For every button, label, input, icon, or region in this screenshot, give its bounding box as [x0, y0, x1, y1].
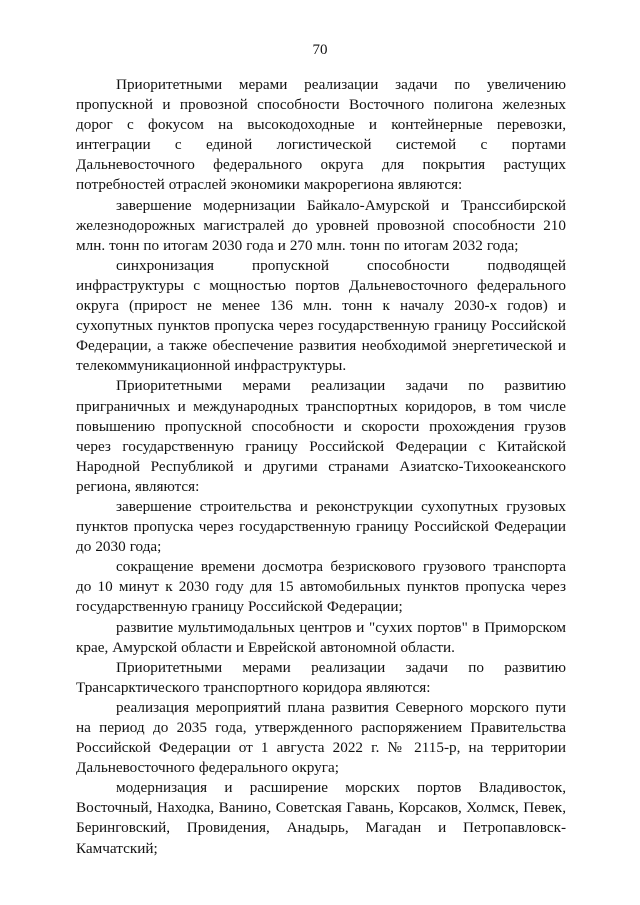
paragraph-inspection-time-reduction: сокращение времени досмотра безрискового грузового транспорта до 10 минут к 2030 году для 15 автомобильных пунктов пропуска через государственную границу Российской Федерации; [76, 558, 566, 616]
paragraph-priority-measures-border-corridors: Приоритетными мерами реализации задачи по развитию приграничных и международных транспортных коридоров, в том числе повышению пропускной способности и скорости прохождения грузов через государственную границу Российской Федерации с Китайской Народной Республикой и другими странами Азиатско-Тихоокеанского региона, являются: [76, 377, 566, 495]
paragraph-bam-transsib-modernization: завершение модернизации Байкало-Амурской и Транссибирской железнодорожных магистралей до уровней провозной способности 210 млн. тонн по итогам 2030 года и 270 млн. тонн по итогам 2032 года; [76, 196, 566, 254]
page-number: 70 [312, 42, 328, 58]
paragraph-northern-sea-route-plan: реализация мероприятий плана развития Северного морского пути на период до 2035 года, утвержденного распоряжением Правительства Российской Федерации от 1 августа 2022 г. № 2115-р, на территории Дальневосточного федерального округа; [76, 698, 566, 777]
paragraph-infrastructure-synchronization: синхронизация пропускной способности подводящей инфраструктуры с мощностью портов Дальневосточного федерального округа (прирост не менее 136 млн. тонн к началу 2030-х годов) и сухопутных пунктов пропуска через государственную границу Российской Федерации, а также обеспечение развития необходимой энергетической и телекоммуникационной инфраструктуры. [76, 256, 566, 375]
paragraph-priority-measures-eastern-polygon: Приоритетными мерами реализации задачи по увеличению пропускной и провозной способности Восточного полигона железных дорог с фокусом на высокодоходные и контейнерные перевозки, интеграции с единой логистической системой с портами Дальневосточного федерального округа для покрытия растущих потребностей отраслей экономики макрорегиона являются: [76, 76, 566, 194]
paragraph-border-checkpoints-construction: завершение строительства и реконструкции сухопутных грузовых пунктов пропуска через государственную границу Российской Федерации до 2030 года; [76, 497, 566, 556]
document-body [76, 75, 566, 859]
paragraph-sea-ports-modernization: модернизация и расширение морских портов Владивосток, Восточный, Находка, Ванино, Советская Гавань, Корсаков, Холмск, Певек, Беринговский, Провидения, Анадырь, Магадан и Петропавловск-Камчатский; [76, 779, 566, 857]
paragraph-multimodal-centers: развитие мультимодальных центров и "сухих портов" в Приморском крае, Амурской области и Еврейской автономной области. [76, 618, 566, 656]
paragraph-priority-measures-transarctic: Приоритетными мерами реализации задачи по развитию Трансарктического транспортного коридора являются: [76, 658, 566, 696]
